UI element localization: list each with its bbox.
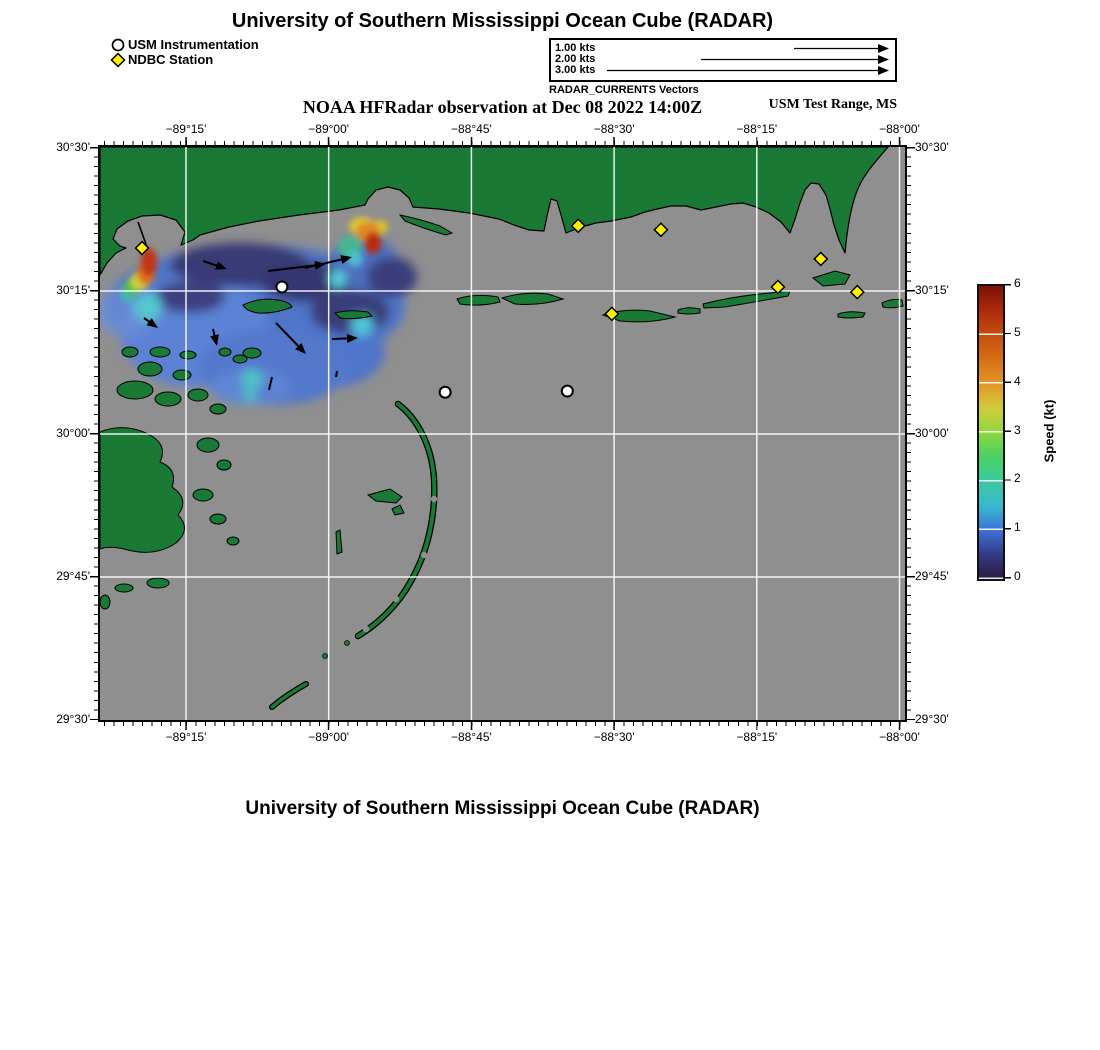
x-tick-top: −88°15' (736, 122, 778, 136)
usm-instrument-marker (562, 386, 573, 397)
right-axis-minor-ticks (907, 147, 911, 720)
x-tick-top: −88°45' (450, 122, 492, 136)
vector-scale-2kt-label: 2.00 kts (555, 53, 596, 65)
map-plot-area (98, 145, 907, 722)
vector-scale-legend (549, 38, 897, 82)
colorbar-tick-label: 2 (1014, 471, 1021, 486)
vector-legend-caption: RADAR_CURRENTS Vectors (549, 84, 699, 96)
observation-subtitle: NOAA HFRadar observation at Dec 08 2022 14:00Z (302, 97, 703, 117)
x-tick-top: −88°00' (879, 122, 920, 136)
x-tick-bottom: −88°30' (593, 730, 635, 744)
ndbc-station-icon (110, 52, 126, 68)
speed-colorbar (977, 284, 1005, 581)
vector-scale-arrows (551, 40, 895, 80)
colorbar-tick-label: 3 (1014, 422, 1021, 437)
legend-ndbc-label: NDBC Station (128, 52, 214, 67)
y-tick-left: 30°00' (56, 426, 90, 440)
y-tick-right: 30°00' (915, 426, 949, 440)
y-tick-right: 30°15' (915, 283, 949, 297)
y-tick-left: 30°15' (56, 283, 90, 297)
test-range-label: USM Test Range, MS (768, 97, 897, 112)
y-tick-right: 29°45' (915, 569, 949, 583)
usm-instrumentation-icon (110, 37, 126, 53)
x-tick-bottom: −89°00' (308, 730, 350, 744)
x-tick-bottom: −89°15' (165, 730, 207, 744)
usm-instrument-marker (276, 281, 287, 292)
top-axis-major-ticks (100, 137, 905, 145)
colorbar-tick-label: 0 (1014, 569, 1021, 583)
colorbar-tick-label: 5 (1014, 324, 1021, 339)
vector-scale-3kt-label: 3.00 kts (555, 64, 596, 76)
x-tick-bottom: −88°15' (736, 730, 778, 744)
left-axis-major-ticks (90, 147, 98, 720)
y-tick-left: 29°30' (56, 712, 90, 726)
vector-scale-1kt-label: 1.00 kts (555, 42, 596, 54)
right-axis-major-ticks (907, 147, 915, 720)
y-tick-left: 29°45' (56, 569, 90, 583)
colorbar-ticks (1005, 284, 1011, 579)
usm-instrument-marker (440, 387, 451, 398)
coastal-map (100, 147, 905, 720)
y-tick-left: 30°30' (56, 140, 90, 154)
y-tick-right: 30°30' (915, 140, 949, 154)
colorbar-level-lines (979, 286, 1003, 579)
footer-title: University of Southern Mississippi Ocean Cube (RADAR) (245, 798, 760, 819)
colorbar-axis-label: Speed (kt) (1041, 399, 1057, 463)
x-tick-bottom: −88°45' (450, 730, 492, 744)
x-tick-top: −89°00' (308, 122, 350, 136)
legend-usm-label: USM Instrumentation (128, 37, 259, 52)
colorbar-tick-label: 4 (1014, 373, 1021, 388)
colorbar-tick-label: 1 (1014, 520, 1021, 535)
colorbar-tick-label: 6 (1014, 276, 1021, 290)
x-tick-bottom: −88°00' (879, 730, 920, 744)
x-tick-top: −88°30' (593, 122, 635, 136)
y-tick-right: 29°30' (915, 712, 949, 726)
x-tick-top: −89°15' (165, 122, 207, 136)
page-title: University of Southern Mississippi Ocean Cube (RADAR) (231, 10, 774, 32)
